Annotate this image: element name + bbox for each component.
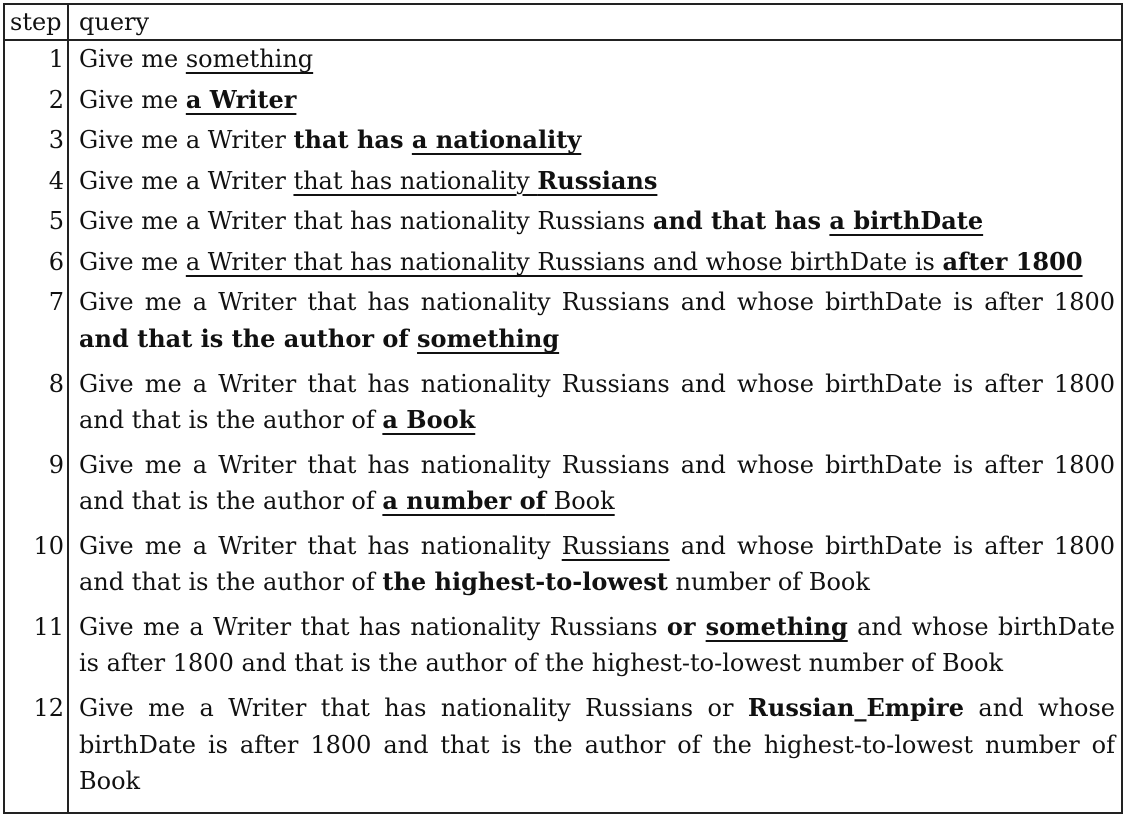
header-row <box>4 4 1122 40</box>
table-row <box>4 528 1122 609</box>
table-row <box>4 244 1122 285</box>
table-row <box>4 366 1122 447</box>
table-row <box>4 447 1122 528</box>
step-number: 4 <box>4 163 68 204</box>
query-segment: and whose birthDate is after 1800 and that is the author of the highest-to-lowest number of Book <box>79 694 1115 796</box>
step-number: 7 <box>4 284 68 365</box>
step-number: 9 <box>4 447 68 528</box>
step-column-header: step <box>4 4 68 40</box>
query-segment: something <box>417 323 560 353</box>
query-segment: Give me a Writer that has nationality Russians or <box>79 694 748 723</box>
table-row <box>4 163 1122 204</box>
query-text <box>68 690 1122 813</box>
query-text <box>68 244 1122 285</box>
query-text <box>68 40 1122 82</box>
query-segment: Give me a Writer that has nationality Russians <box>79 207 653 236</box>
query-segment: and that has <box>652 206 830 236</box>
query-segment: or <box>666 611 706 641</box>
query-segment: after 1800 <box>942 246 1083 276</box>
query-text <box>68 163 1122 204</box>
table-row <box>4 82 1122 123</box>
query-text <box>68 82 1122 123</box>
query-text <box>68 122 1122 163</box>
query-segment: a Book <box>382 405 476 435</box>
query-segment: a Writer <box>185 84 297 114</box>
query-column-header: query <box>68 4 1122 40</box>
query-segment: Give me a Writer <box>79 166 294 195</box>
step-number: 6 <box>4 244 68 285</box>
table-row <box>4 122 1122 163</box>
table-body <box>4 40 1122 813</box>
query-text <box>68 447 1122 528</box>
table-row <box>4 40 1122 82</box>
table-header <box>4 4 1122 40</box>
step-number: 1 <box>4 40 68 82</box>
query-segment: Russian_Empire <box>747 693 964 723</box>
query-segment: Give me a Writer <box>79 126 294 155</box>
step-number: 3 <box>4 122 68 163</box>
step-number: 11 <box>4 609 68 690</box>
step-number: 5 <box>4 203 68 244</box>
query-segment: the highest-to-lowest <box>382 567 668 597</box>
query-segment: a birthDate <box>829 206 984 236</box>
query-segment: Give me <box>79 45 186 73</box>
table-row <box>4 203 1122 244</box>
table-row <box>4 609 1122 690</box>
query-segment: number of Book <box>667 568 870 597</box>
query-text <box>68 366 1122 447</box>
query-steps-table <box>3 3 1123 814</box>
query-segment: Book <box>545 487 615 516</box>
table-row <box>4 690 1122 813</box>
step-number: 2 <box>4 82 68 123</box>
query-segment: a Writer that has nationality Russians and whose birthDate is <box>185 247 943 276</box>
query-segment: and whose birthDate is after 1800 and that is the author of the highest-to-lowest number of Book <box>79 612 1115 678</box>
query-segment: Give me a Writer that has nationality Russians and whose birthDate is after 1800 and that is the author of <box>79 450 1115 516</box>
query-segment: and whose birthDate is after 1800 and that is the author of <box>79 531 1115 597</box>
query-segment: Give me a Writer that has nationality Russians <box>79 612 667 641</box>
query-segment: Russians <box>537 165 658 195</box>
query-segment: Give me a Writer that has nationality <box>79 531 562 560</box>
query-text <box>68 203 1122 244</box>
query-segment: and that is the author of <box>79 323 418 353</box>
query-segment: that has nationality <box>293 166 538 195</box>
query-segment: a number of <box>382 486 546 516</box>
query-segment: a nationality <box>411 125 582 155</box>
query-segment: Give me a Writer that has nationality Russians and whose birthDate is after 1800 <box>79 288 1115 317</box>
step-number: 8 <box>4 366 68 447</box>
query-segment: Russians <box>561 531 670 560</box>
query-segment: Give me <box>79 85 186 114</box>
query-segment: something <box>705 611 848 641</box>
query-text <box>68 284 1122 365</box>
query-segment: that has <box>293 125 412 155</box>
query-segment: Give me a Writer that has nationality Russians and whose birthDate is after 1800 and that is the author of <box>79 369 1115 435</box>
step-number: 12 <box>4 690 68 813</box>
query-segment: Give me <box>79 247 186 276</box>
query-segment: something <box>185 45 314 73</box>
query-text <box>68 609 1122 690</box>
table-row <box>4 284 1122 365</box>
query-text <box>68 528 1122 609</box>
step-number: 10 <box>4 528 68 609</box>
